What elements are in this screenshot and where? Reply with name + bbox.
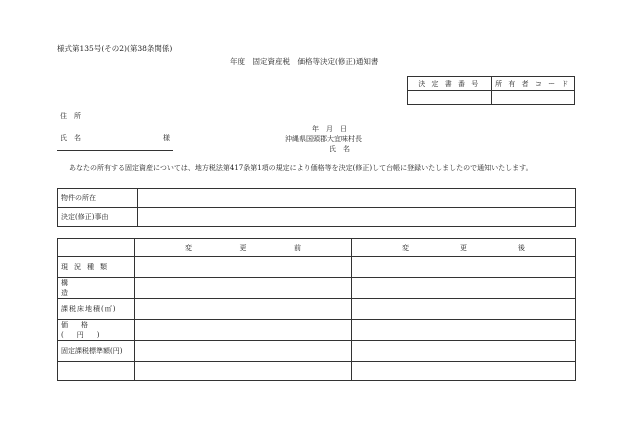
owner-code-value[interactable]: [491, 91, 575, 105]
before-header-char-3: 前: [294, 243, 301, 252]
location-label: 物件の所在: [58, 189, 138, 208]
notice-text: あなたの所有する固定資産については、地方税法第417条第1項の規定により価格等を決定(修正)して台帳に登録いたしましたので通知いたします。: [69, 164, 533, 172]
blank-row-before[interactable]: [135, 362, 352, 381]
addressee-underline: [57, 150, 173, 151]
blank-row-label: [58, 362, 135, 381]
price-after[interactable]: [352, 320, 576, 341]
floor-area-label: 課税床地積(㎡): [58, 299, 135, 320]
after-header-char-1: 変: [402, 243, 409, 252]
structure-after[interactable]: [352, 278, 576, 299]
info-table: [57, 188, 576, 227]
form-number: 様式第135号(その2)(第38条関係): [57, 44, 173, 53]
name-label: 氏 名: [60, 134, 81, 142]
tax-base-label: 固定課税標準額(円): [58, 341, 135, 362]
structure-label: 構造: [58, 278, 135, 299]
reason-label: 決定(修正)事由: [58, 208, 138, 227]
before-header-char-1: 変: [185, 243, 192, 252]
location-value[interactable]: [138, 189, 576, 208]
decision-number-value[interactable]: [408, 91, 492, 105]
floor-area-after[interactable]: [352, 299, 576, 320]
property-corner-cell: [58, 239, 135, 257]
current-type-before[interactable]: [135, 257, 352, 278]
after-header: [352, 239, 576, 257]
honorific: 様: [163, 134, 170, 142]
form-title: 年度 固定資産税 価格等決定(修正)通知書: [230, 57, 379, 66]
price-before[interactable]: [135, 320, 352, 341]
decision-number-header: 決 定 書 番 号: [408, 77, 492, 91]
floor-area-before[interactable]: [135, 299, 352, 320]
issuer-office: 沖縄県国頭郡大宜味村長: [285, 135, 362, 143]
before-header-char-2: 更: [239, 243, 247, 252]
current-type-after[interactable]: [352, 257, 576, 278]
code-table: [407, 76, 575, 105]
tax-base-after[interactable]: [352, 341, 576, 362]
tax-base-before[interactable]: [135, 341, 352, 362]
after-header-char-3: 後: [518, 243, 525, 252]
price-label: 価格(円): [58, 320, 135, 341]
reason-value[interactable]: [138, 208, 576, 227]
owner-code-header: 所 有 者 コ ー ド: [491, 77, 575, 91]
after-header-char-2: 更: [460, 243, 467, 252]
issuer-name-label: 氏 名: [329, 145, 350, 153]
property-table: [57, 238, 576, 381]
structure-before[interactable]: [135, 278, 352, 299]
issue-date: 年 月 日: [312, 125, 347, 133]
blank-row-after[interactable]: [352, 362, 576, 381]
current-type-label: 現況種類: [58, 257, 135, 278]
before-header: [135, 239, 352, 257]
address-label: 住 所: [60, 112, 81, 120]
